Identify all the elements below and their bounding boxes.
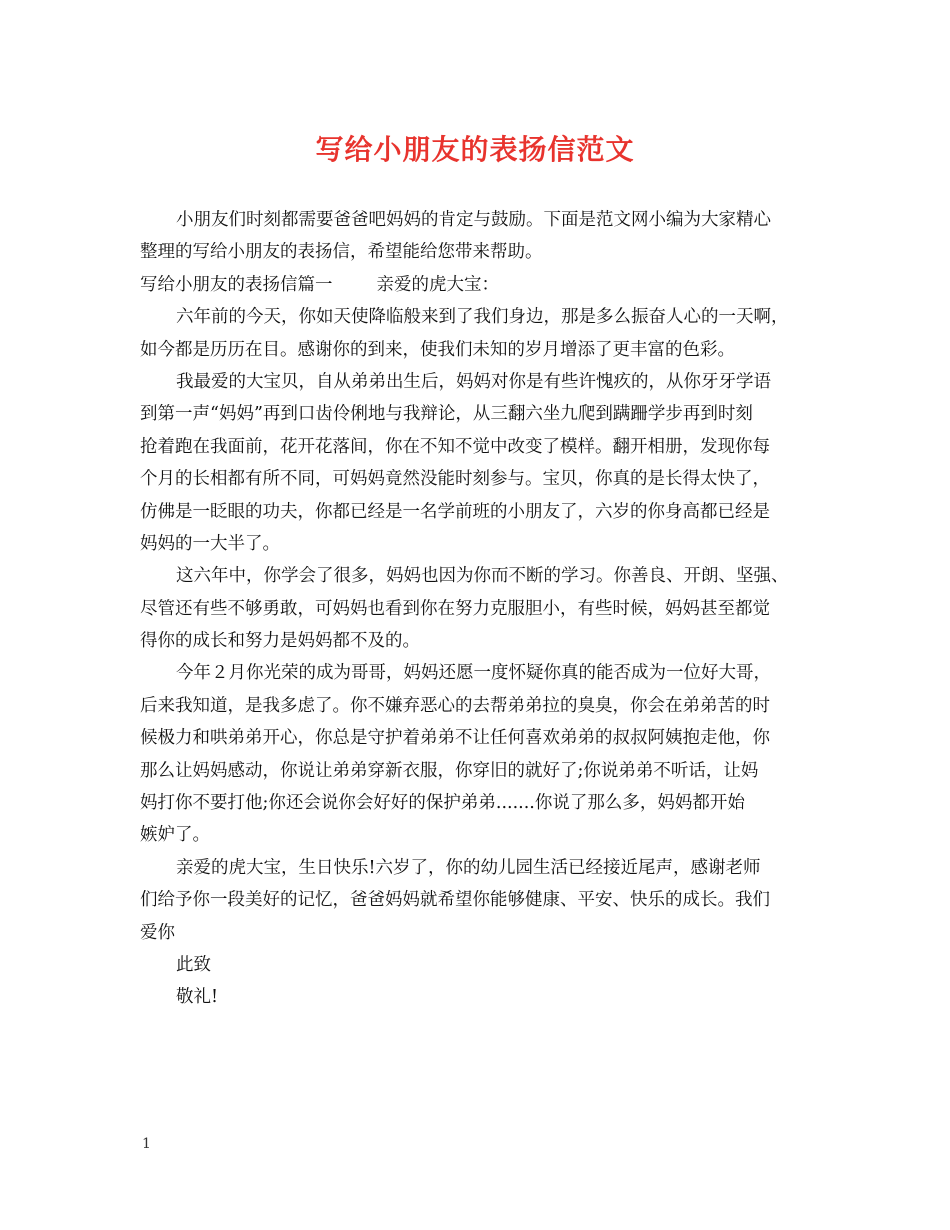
intro-line: 小朋友们时刻都需要爸爸吧妈妈的肯定与鼓励。下面是范文网小编为大家精心 (176, 210, 771, 230)
closing-line: 此致 (176, 954, 211, 975)
document-title: 写给小朋友的表扬信范文 (315, 133, 635, 166)
salutation: 亲爱的虎大宝： (376, 274, 499, 295)
paragraph-line: 仿佛是一眨眼的功夫，你都已经是一名学前班的小朋友了，六岁的你身高都已经是 (140, 501, 770, 522)
paragraph-line: 这六年中，你学会了很多，妈妈也因为你而不断的学习。你善良、开朗、坚强、 (176, 566, 789, 587)
closing-line: 敬礼! (176, 987, 219, 1008)
paragraph-line: 嫉妒了。 (140, 825, 210, 846)
section-heading: 写给小朋友的表扬信篇一 (140, 274, 333, 295)
section-heading-line (140, 269, 830, 301)
paragraph-line: 个月的长相都有所不同，可妈妈竟然没能时刻参与。宝贝，你真的是长得太快了， (140, 469, 770, 490)
paragraph-line: 们给予你一段美好的记忆，爸爸妈妈就希望你能够健康、平安、快乐的成长。我们 (140, 890, 770, 911)
intro-line: 整理的写给小朋友的表扬信，希望能给您带来帮助。 (140, 242, 543, 263)
paragraph-line: 后来我知道，是我多虑了。你不嫌弃恶心的去帮弟弟拉的臭臭，你会在弟弟苦的时 (140, 695, 770, 716)
paragraph-line: 抢着跑在我面前，花开花落间，你在不知不觉中改变了模样。翻开相册，发现你每 (140, 436, 770, 457)
paragraph-line: 尽管还有些不够勇敢，可妈妈也看到你在努力克服胆小，有些时候，妈妈甚至都觉 (140, 598, 770, 619)
paragraph-line: 到第一声“妈妈”再到口齿伶俐地与我辩论，从三翻六坐九爬到蹒跚学步再到时刻 (140, 404, 753, 425)
paragraph-line: 我最爱的大宝贝，自从弟弟出生后，妈妈对你是有些许愧疚的，从你牙牙学语 (176, 371, 771, 392)
paragraph-line: 妈打你不要打他;你还会说你会好好的保护弟弟.......你说了那么多，妈妈都开始 (140, 793, 745, 814)
paragraph-line: 今年２月你光荣的成为哥哥，妈妈还愿一度怀疑你真的能否成为一位好大哥， (176, 663, 771, 684)
paragraph-line: 六年前的今天，你如天使降临般来到了我们身边，那是多么振奋人心的一天啊， (176, 307, 789, 328)
paragraph-line: 爱你 (140, 922, 175, 943)
paragraph-line: 亲爱的虎大宝，生日快乐!六岁了，你的幼儿园生活已经接近尾声，感谢老师 (176, 857, 761, 878)
page-number: 1 (142, 1136, 151, 1152)
paragraph-line: 妈妈的一大半了。 (140, 533, 280, 554)
document-body (140, 204, 830, 1014)
paragraph-line: 得你的成长和努力是妈妈都不及的。 (140, 631, 420, 652)
paragraph-line: 那么让妈妈感动，你说让弟弟穿新衣服，你穿旧的就好了;你说弟弟不听话，让妈 (140, 760, 759, 781)
paragraph-line: 候极力和哄弟弟开心，你总是守护着弟弟不让任何喜欢弟弟的叔叔阿姨抱走他，你 (140, 728, 770, 749)
paragraph-line: 如今都是历历在目。感谢你的到来，使我们未知的岁月增添了更丰富的色彩。 (140, 339, 735, 360)
